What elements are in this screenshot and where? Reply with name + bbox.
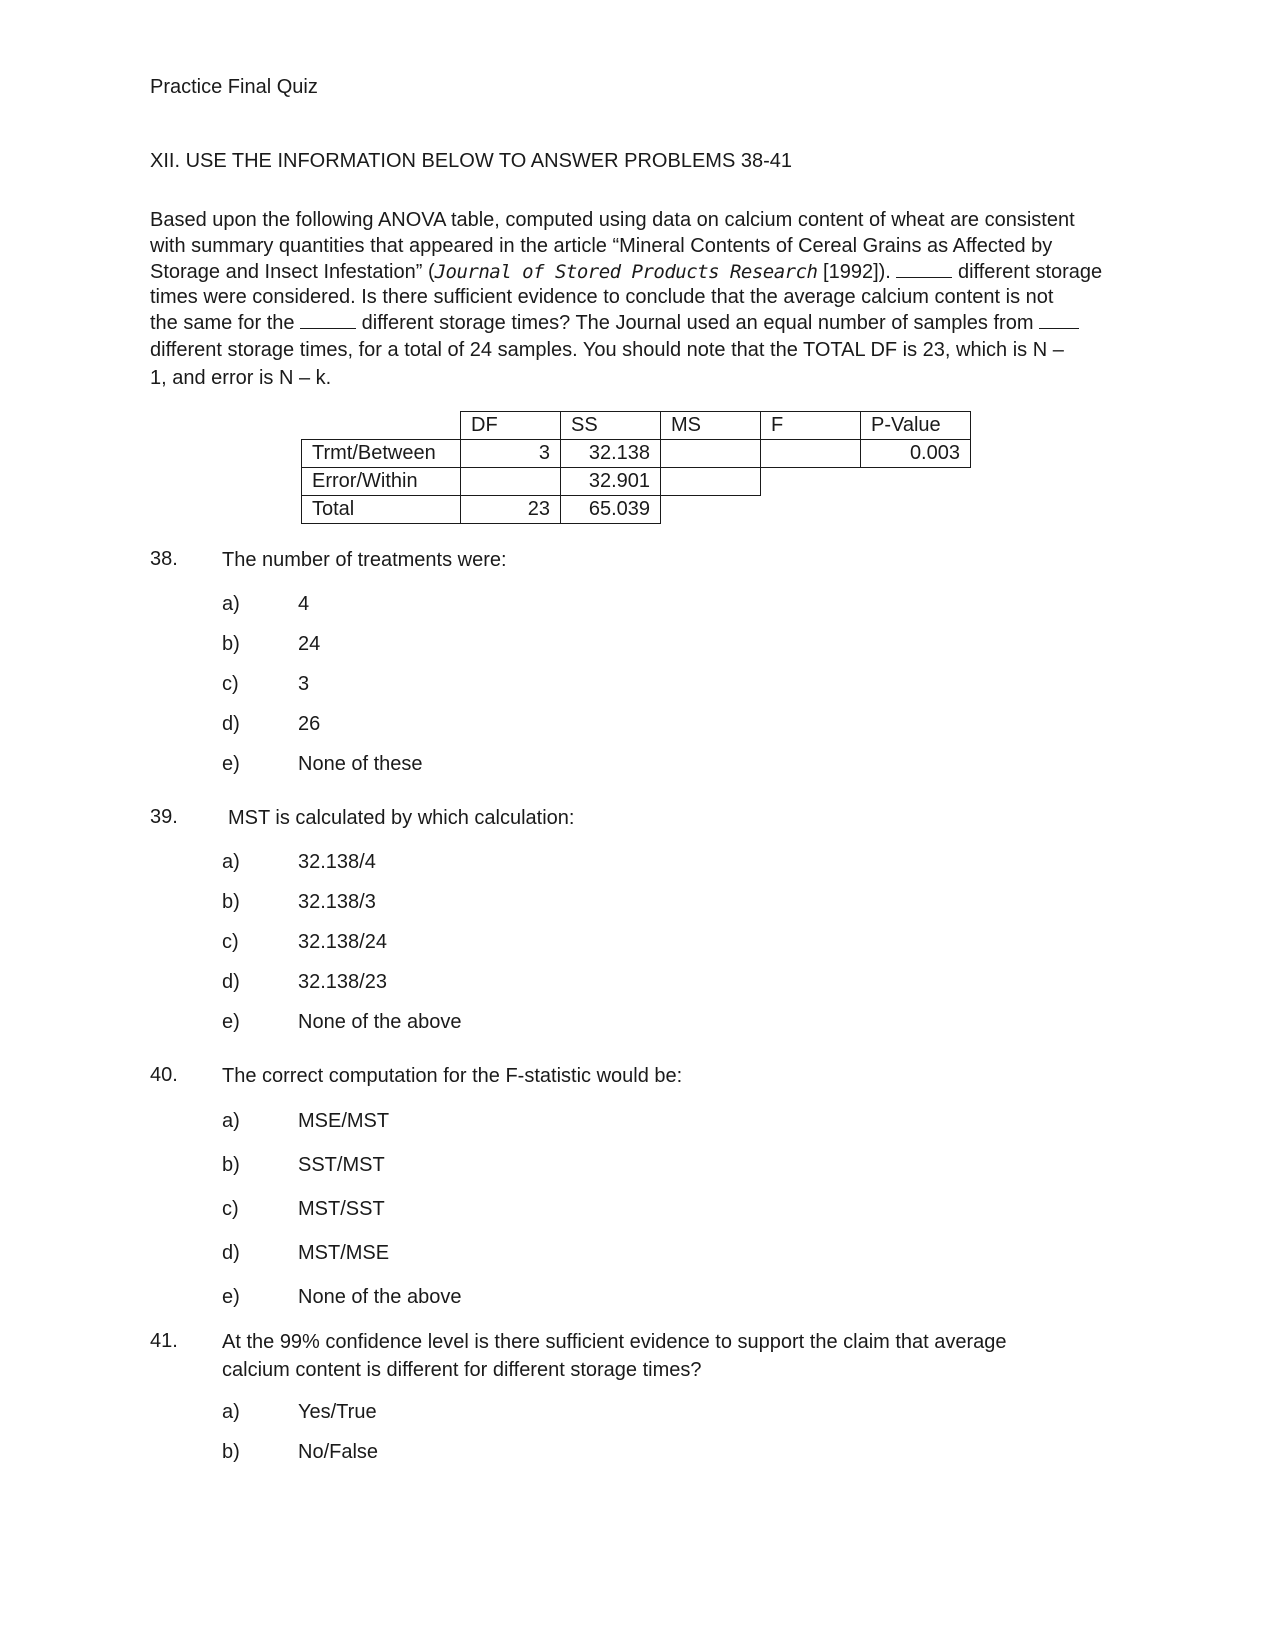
page-title: Practice Final Quiz <box>150 76 318 98</box>
question-text-line: At the 99% confidence level is there sufficient evidence to support the claim that average <box>222 1331 1007 1353</box>
option-letter: a) <box>222 593 240 615</box>
question-number: 41. <box>150 1330 178 1352</box>
header-df: DF <box>461 412 561 440</box>
df-value: 3 <box>461 440 561 468</box>
empty-cell <box>861 496 971 524</box>
question-number: 40. <box>150 1064 178 1086</box>
option-text: 32.138/24 <box>298 931 387 953</box>
intro-line: different storage times, for a total of 24 samples. You should note that the TOTAL DF is 23, which is N – <box>150 338 1064 361</box>
option-text: MST/MSE <box>298 1242 390 1264</box>
intro-line: 1, and error is N – k. <box>150 366 332 389</box>
option-letter: c) <box>222 1198 239 1220</box>
option-text: No/False <box>298 1441 379 1463</box>
option-letter: a) <box>222 851 240 873</box>
option-text: None of the above <box>298 1286 462 1308</box>
option-letter: d) <box>222 971 240 993</box>
header-ss: SS <box>561 412 661 440</box>
fill-blank <box>896 259 952 278</box>
option-text: None of these <box>298 753 423 775</box>
ss-value: 32.138 <box>561 440 661 468</box>
option-text: None of the above <box>298 1011 462 1033</box>
question-text: The correct computation for the F-statistic would be: <box>222 1065 683 1087</box>
option-text: MSE/MST <box>298 1110 390 1132</box>
intro-text: [1992]). <box>817 261 897 283</box>
intro-text: different storage <box>952 261 1103 283</box>
empty-cell <box>302 412 461 440</box>
option-text: 32.138/23 <box>298 971 387 993</box>
option-text: MST/SST <box>298 1198 385 1220</box>
fill-blank <box>1039 310 1079 329</box>
option-letter: c) <box>222 931 239 953</box>
option-text: 4 <box>298 593 310 615</box>
f-value <box>761 440 861 468</box>
option-text: 3 <box>298 673 310 695</box>
anova-header-row <box>302 412 971 440</box>
df-value <box>461 468 561 496</box>
option-letter: a) <box>222 1110 240 1132</box>
empty-cell <box>661 496 761 524</box>
intro-line: times were considered. Is there sufficient evidence to conclude that the average calcium content is not <box>150 285 1054 308</box>
intro-text: Storage and Insect Infestation” ( <box>150 261 435 283</box>
option-text: Yes/True <box>298 1401 377 1423</box>
anova-row-between <box>302 440 971 468</box>
anova-row-total <box>302 496 971 524</box>
option-letter: d) <box>222 1242 240 1264</box>
question-number: 39. <box>150 806 178 828</box>
intro-text: the same for the <box>150 312 301 334</box>
option-letter: d) <box>222 713 240 735</box>
question-text: The number of treatments were: <box>222 549 507 571</box>
row-label: Total <box>302 496 461 524</box>
header-p-value: P-Value <box>861 412 971 440</box>
header-ms: MS <box>661 412 761 440</box>
intro-line: with summary quantities that appeared in the article “Mineral Contents of Cereal Grains as Affected by <box>150 234 1053 257</box>
option-text: 32.138/3 <box>298 891 376 913</box>
journal-title: Journal of Stored Products Research <box>434 261 818 283</box>
anova-row-within <box>302 468 971 496</box>
intro-line <box>150 310 1125 336</box>
ms-value <box>661 440 761 468</box>
empty-cell <box>761 496 861 524</box>
question-text: MST is calculated by which calculation: <box>228 807 575 829</box>
fill-blank <box>300 310 356 329</box>
option-letter: b) <box>222 1154 240 1176</box>
empty-cell <box>761 468 861 496</box>
df-value: 23 <box>461 496 561 524</box>
row-label: Error/Within <box>302 468 461 496</box>
option-letter: b) <box>222 1441 240 1463</box>
intro-paragraph <box>150 208 1125 392</box>
intro-line: Based upon the following ANOVA table, computed using data on calcium content of wheat are consistent <box>150 209 1075 231</box>
option-letter: b) <box>222 891 240 913</box>
option-letter: e) <box>222 753 240 775</box>
intro-line <box>150 259 1125 285</box>
option-letter: c) <box>222 673 239 695</box>
anova-table <box>301 411 971 524</box>
question-number: 38. <box>150 548 178 570</box>
section-heading: XII. USE THE INFORMATION BELOW TO ANSWER PROBLEMS 38-41 <box>150 150 792 172</box>
row-label: Trmt/Between <box>302 440 461 468</box>
header-f: F <box>761 412 861 440</box>
p-value: 0.003 <box>861 440 971 468</box>
option-text: 32.138/4 <box>298 851 376 873</box>
empty-cell <box>861 468 971 496</box>
option-text: SST/MST <box>298 1154 385 1176</box>
ms-value <box>661 468 761 496</box>
option-letter: b) <box>222 633 240 655</box>
option-text: 26 <box>298 713 321 735</box>
ss-value: 65.039 <box>561 496 661 524</box>
ss-value: 32.901 <box>561 468 661 496</box>
option-letter: e) <box>222 1286 240 1308</box>
option-letter: a) <box>222 1401 240 1423</box>
intro-text: different storage times? The Journal used an equal number of samples from <box>356 312 1040 334</box>
option-letter: e) <box>222 1011 240 1033</box>
option-text: 24 <box>298 633 321 655</box>
question-text-line: calcium content is different for different storage times? <box>222 1359 702 1381</box>
